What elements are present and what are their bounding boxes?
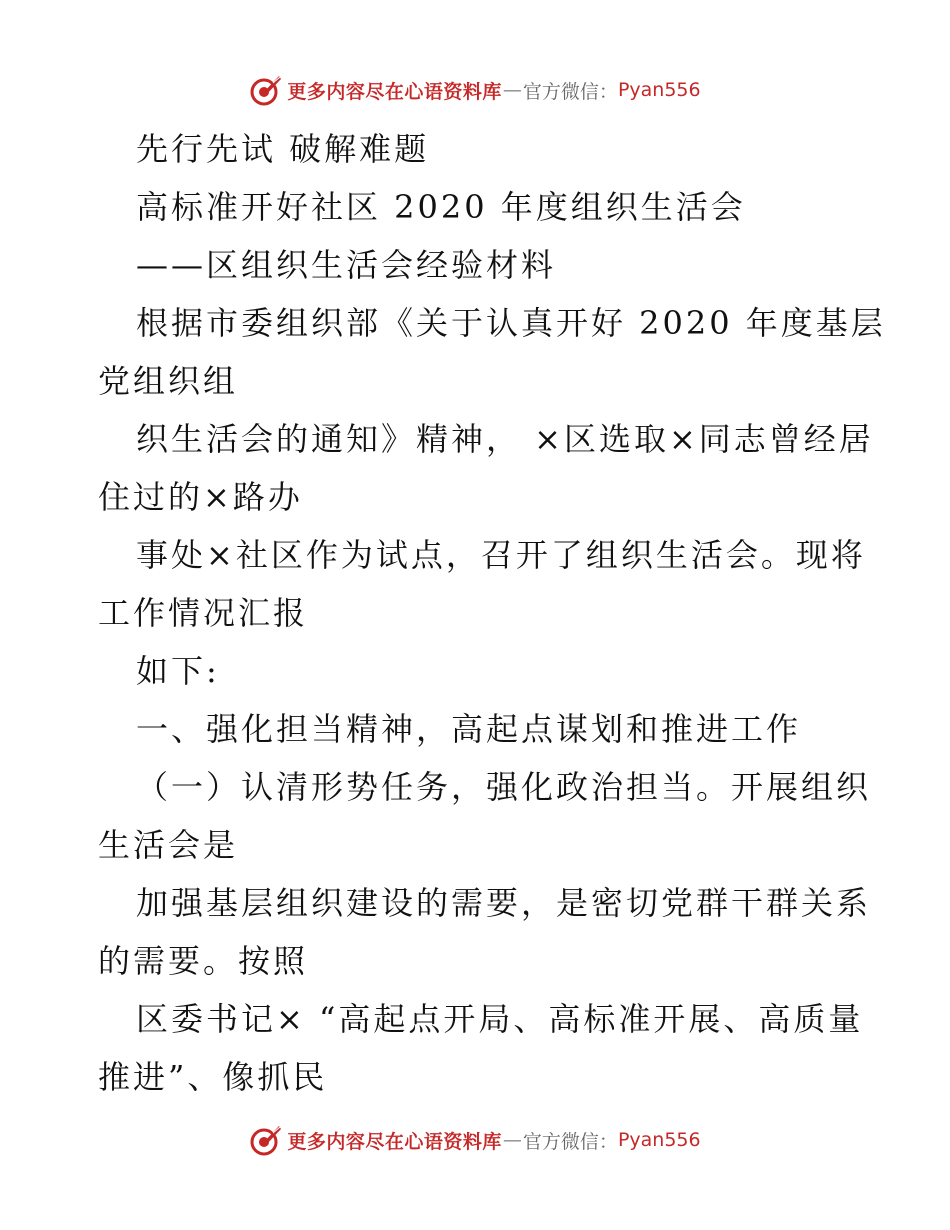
quill-logo-icon: [249, 1123, 283, 1157]
paragraph-line: 推进”、像抓民: [98, 1058, 328, 1096]
doc-subheading: ——区组织生活会经验材料: [136, 246, 557, 284]
banner-wechat-handle: Pyan556: [617, 1129, 701, 1151]
footer-banner: [0, 1122, 950, 1158]
section-heading: 一、强化担当精神，高起点谋划和推进工作: [136, 710, 802, 748]
banner-wechat-label: 官方微信：: [522, 80, 618, 103]
paragraph-line: 生活会是: [98, 826, 239, 864]
paragraph-line: 根据市委组织部《关于认真开好 2020 年度基层: [136, 304, 886, 342]
paragraph-line: 加强基层组织建设的需要，是密切党群干群关系: [136, 884, 872, 922]
paragraph-line: 工作情况汇报: [98, 594, 309, 632]
paragraph-line: 织生活会的通知》精神， ×区选取×同志曾经居: [136, 420, 874, 458]
document-body: [98, 120, 886, 1106]
paragraph-line: 住过的×路办: [98, 478, 303, 516]
banner-title: 更多内容尽在心语资料库: [287, 80, 502, 103]
doc-title: 先行先试 破解难题: [136, 130, 430, 168]
paragraph-line: （一）认清形势任务，强化政治担当。开展组织: [136, 768, 872, 806]
paragraph-line: 的需要。按照: [98, 942, 309, 980]
paragraph-line: 区委书记× “高起点开局、高标准开展、高质量: [136, 1000, 864, 1038]
paragraph-line: 党组织组: [98, 362, 239, 400]
banner-separator: —: [502, 79, 522, 101]
quill-logo-icon: [249, 73, 283, 107]
banner-separator: —: [502, 1129, 522, 1151]
banner-wechat-label: 官方微信：: [522, 1130, 618, 1153]
header-banner: [0, 72, 950, 108]
paragraph-line: 如下:: [136, 652, 220, 690]
banner-wechat-handle: Pyan556: [617, 79, 701, 101]
paragraph-line: 事处×社区作为试点，召开了组织生活会。现将: [136, 536, 866, 574]
doc-subtitle: 高标准开好社区 2020 年度组织生活会: [136, 188, 746, 226]
banner-title: 更多内容尽在心语资料库: [287, 1130, 502, 1153]
